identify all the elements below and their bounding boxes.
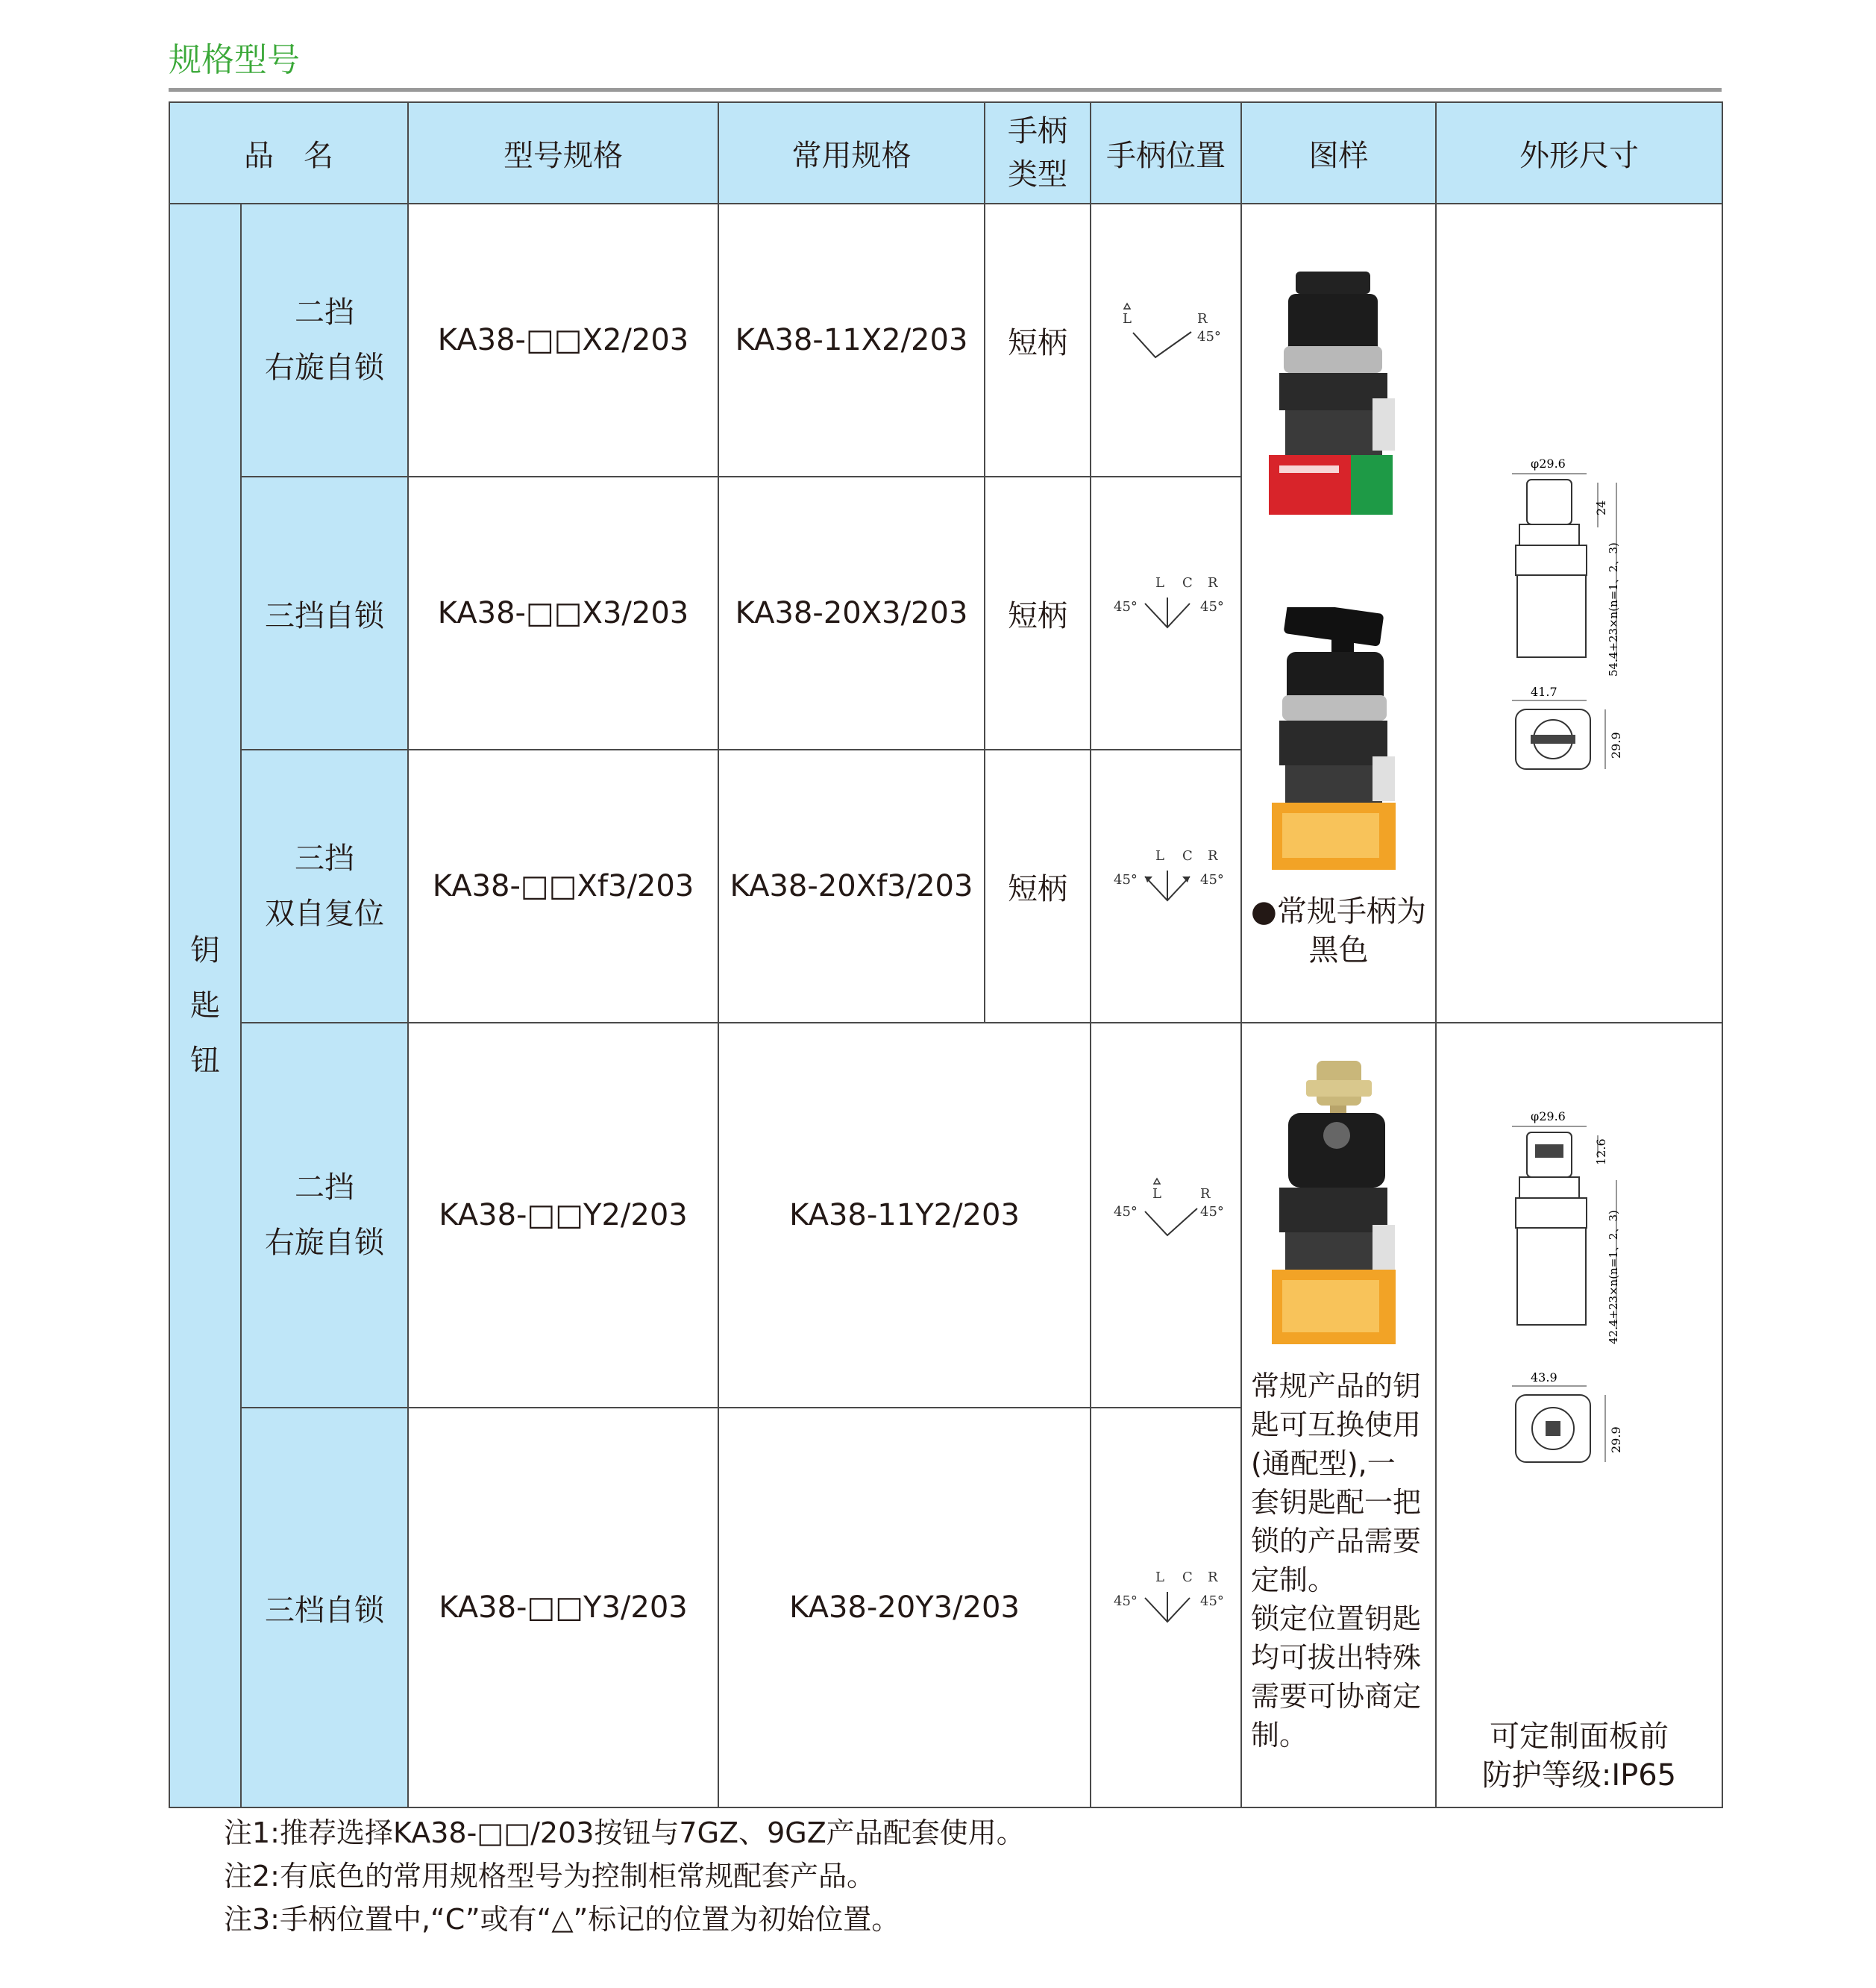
picture-note-line: 需要可协商定	[1251, 1680, 1422, 1713]
pos-label: L	[1155, 575, 1164, 591]
dim-label: 24	[1594, 500, 1608, 515]
picture-note-line: 黑色	[1308, 933, 1369, 968]
name-cell: 三挡自锁	[241, 477, 408, 750]
picture-note-line: (通配型),一	[1251, 1447, 1396, 1480]
name-cell	[241, 1023, 408, 1408]
name-line: 二挡	[295, 1170, 354, 1205]
pos-label: 45°	[1114, 872, 1138, 888]
model-cell: KA38-□□X3/203	[408, 477, 718, 750]
footnote: 注3:手柄位置中,“C”或有“△”标记的位置为初始位置。	[224, 1903, 900, 1936]
picture-note-line: 定制。	[1251, 1564, 1337, 1596]
header-name: 品 名	[169, 102, 408, 204]
header-handle-type-line1: 手柄	[1008, 114, 1067, 148]
picture-note-line: 匙可互换使用	[1251, 1408, 1422, 1441]
position-diagram-2way	[1106, 292, 1226, 381]
picture-note-line: ●常规手柄为	[1251, 894, 1426, 929]
category-char: 匙	[190, 988, 220, 1023]
initial-mark-icon	[1154, 1179, 1160, 1184]
name-line: 右旋自锁	[265, 1226, 384, 1260]
dim-label: 54.4+23×n(n=1、2、3)	[1607, 542, 1620, 677]
picture-note-line: 锁定位置钥匙	[1251, 1602, 1422, 1635]
pos-label: 45°	[1200, 872, 1224, 888]
position-cell	[1091, 477, 1241, 750]
category-cell	[169, 204, 241, 1807]
position-cell	[1091, 750, 1241, 1023]
pos-label: 45°	[1197, 329, 1221, 345]
handle-cell: 短柄	[985, 750, 1091, 1023]
picture-note-line: 套钥匙配一把	[1251, 1486, 1422, 1519]
pos-label: C	[1182, 1570, 1193, 1585]
dim-label: φ29.6	[1531, 1109, 1566, 1123]
header-dimensions: 外形尺寸	[1436, 102, 1722, 204]
pos-label: C	[1182, 575, 1193, 591]
name-cell: 三档自锁	[241, 1408, 408, 1807]
dim-label: 43.9	[1531, 1370, 1557, 1385]
name-cell	[241, 750, 408, 1023]
pos-label: R	[1208, 848, 1218, 864]
pos-label: L	[1155, 1570, 1164, 1585]
return-arrow-icon	[1145, 877, 1152, 882]
pos-label: 45°	[1114, 1593, 1138, 1609]
pos-label: L	[1155, 848, 1164, 864]
name-line: 双自复位	[265, 897, 384, 931]
handle-v-shape	[1145, 1208, 1197, 1235]
pos-label: 45°	[1200, 1204, 1224, 1220]
header-picture: 图样	[1241, 102, 1436, 204]
initial-mark-icon	[1124, 304, 1130, 309]
pos-label: C	[1182, 848, 1193, 864]
spec-table	[169, 101, 1723, 1808]
position-cell	[1091, 1023, 1241, 1408]
picture-note-line: 常规产品的钥	[1251, 1370, 1422, 1402]
header-row	[169, 102, 1722, 204]
dim-label: 29.9	[1609, 1426, 1623, 1453]
name-cell	[241, 204, 408, 477]
picture-note-1	[1242, 892, 1435, 970]
selector-switch-photo-long-handle	[1249, 607, 1428, 883]
common-cell: KA38-20X3/203	[718, 477, 985, 750]
category-char: 钮	[190, 1044, 220, 1078]
dimension-note	[1437, 1717, 1722, 1795]
section-title: 规格型号	[169, 41, 300, 79]
position-diagram-key-2way	[1106, 1167, 1226, 1256]
pos-label: 45°	[1114, 599, 1138, 615]
pos-label: L	[1123, 311, 1132, 327]
dim-label: 12.6	[1594, 1138, 1608, 1165]
title-rule	[169, 88, 1722, 92]
picture-note-2	[1242, 1367, 1435, 1755]
model-cell: KA38-□□X2/203	[408, 204, 718, 477]
footnote: 注1:推荐选择KA38-□□/203按钮与7GZ、9GZ产品配套使用。	[224, 1816, 1025, 1849]
model-cell: KA38-□□Xf3/203	[408, 750, 718, 1023]
header-common: 常用规格	[718, 102, 985, 204]
handle-v-shape	[1133, 332, 1191, 357]
header-handle-position: 手柄位置	[1091, 102, 1241, 204]
pos-label: 45°	[1114, 1204, 1138, 1220]
common-cell: KA38-11X2/203	[718, 204, 985, 477]
common-cell: KA38-11Y2/203	[718, 1023, 1091, 1408]
header-model: 型号规格	[408, 102, 718, 204]
model-cell: KA38-□□Y3/203	[408, 1408, 718, 1807]
dim-label: φ29.6	[1531, 457, 1566, 471]
category-char: 钥	[190, 933, 220, 968]
position-diagram-3way	[1106, 565, 1226, 654]
table-row	[169, 204, 1722, 477]
picture-cell-selector	[1241, 204, 1436, 1023]
pos-label: L	[1152, 1186, 1161, 1202]
position-diagram-key-3way	[1106, 1559, 1226, 1649]
picture-cell-key	[1241, 1023, 1436, 1807]
name-line: 右旋自锁	[265, 351, 384, 385]
pos-label: 45°	[1200, 1593, 1224, 1609]
pos-label: 45°	[1200, 599, 1224, 615]
dimension-note-line: 可定制面板前	[1490, 1719, 1669, 1754]
common-cell: KA38-20Y3/203	[718, 1408, 1091, 1807]
name-line: 二挡	[295, 295, 354, 330]
handle-cell: 短柄	[985, 204, 1091, 477]
key-switch-photo	[1249, 1061, 1428, 1367]
footnotes	[224, 1811, 1025, 1941]
picture-note-line: 均可拔出特殊	[1251, 1641, 1422, 1674]
common-cell: KA38-20Xf3/203	[718, 750, 985, 1023]
pos-label: R	[1208, 575, 1218, 591]
dim-label: 29.9	[1609, 732, 1623, 759]
selector-switch-photo-red	[1249, 264, 1428, 533]
pos-label: R	[1197, 311, 1208, 327]
pos-label: R	[1208, 1570, 1218, 1585]
name-line: 三挡	[295, 841, 354, 876]
dimension-note-line: 防护等级:IP65	[1481, 1758, 1677, 1793]
dimension-cell-selector	[1436, 204, 1722, 1023]
dim-label: 42.4+23×n(n=1、2、3)	[1607, 1210, 1620, 1344]
handle-cell: 短柄	[985, 477, 1091, 750]
position-diagram-return	[1106, 838, 1226, 927]
footnote: 注2:有底色的常用规格型号为控制柜常规配套产品。	[224, 1860, 875, 1893]
picture-note-line: 制。	[1251, 1719, 1308, 1752]
table-row	[169, 1023, 1722, 1408]
pos-label: R	[1200, 1186, 1211, 1202]
dim-label: 41.7	[1531, 685, 1557, 699]
header-handle-type	[985, 102, 1091, 204]
dimension-cell-key	[1436, 1023, 1722, 1807]
position-cell	[1091, 204, 1241, 477]
picture-note-line: 锁的产品需要	[1251, 1525, 1422, 1558]
position-cell	[1091, 1408, 1241, 1807]
model-cell: KA38-□□Y2/203	[408, 1023, 718, 1408]
dimension-drawing-selector	[1486, 453, 1672, 811]
return-arrow-icon	[1182, 877, 1190, 882]
dimension-drawing-key	[1486, 1106, 1672, 1493]
header-handle-type-line2: 类型	[1008, 157, 1067, 192]
